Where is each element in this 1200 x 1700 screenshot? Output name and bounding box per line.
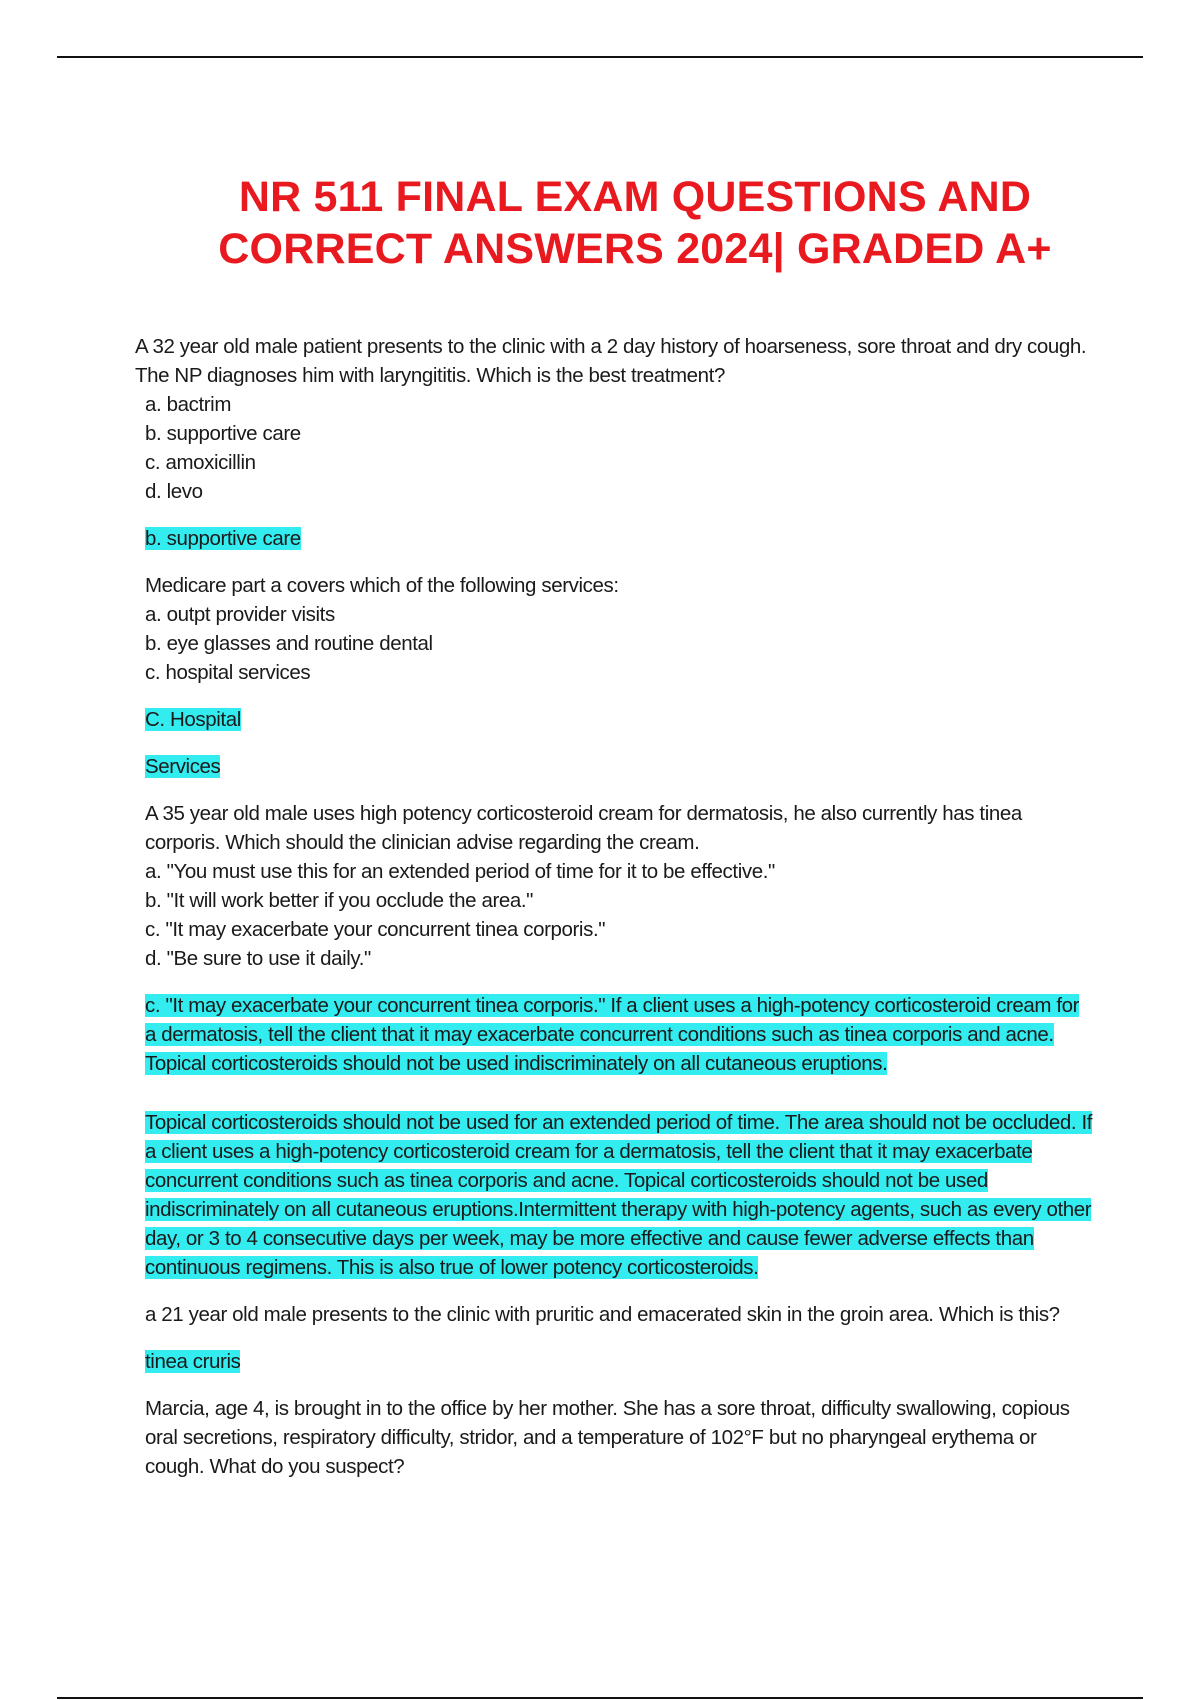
question-1-options — [145, 390, 1095, 506]
answer-4 — [145, 1347, 1095, 1376]
question-3-options — [145, 857, 1095, 973]
answer-highlight: C. Hospital — [145, 708, 241, 731]
document-title — [0, 171, 1200, 275]
option: a. "You must use this for an extended period of time for it to be effective." — [145, 860, 775, 883]
option: d. levo — [145, 480, 203, 503]
option: b. supportive care — [145, 422, 301, 445]
question-2: Medicare part a covers which of the following services: — [145, 574, 619, 597]
option: d. "Be sure to use it daily." — [145, 947, 371, 970]
title-line-1: NR 511 FINAL EXAM QUESTIONS AND — [238, 172, 1032, 221]
answer-1 — [145, 524, 1095, 553]
question-1: A 32 year old male patient presents to the clinic with a 2 day history of hoarseness, sore throat and dry cough. The NP diagnoses him with laryngititis. Which is the best treatment? — [135, 335, 1087, 387]
option: c. "It may exacerbate your concurrent tinea corporis." — [145, 918, 606, 941]
answer-highlight: Topical corticosteroids should not be used for an extended period of time. The area should not be occluded. If a client uses a high-potency corticosteroid cream for a dermatosis, tell the client that it may exacerbate concurrent conditions such as tinea corporis and acne. Topical corticosteroids should not be used indiscriminately on all cutaneous eruptions.Intermittent therapy with high-potency agents, such as every other day, or 3 to 4 consecutive days per week, may be more effective and cause fewer adverse effects than continuous regimens. This is also true of lower potency corticosteroids. — [145, 1111, 1093, 1279]
answer-3-paragraph-1 — [145, 991, 1095, 1078]
option: a. bactrim — [145, 393, 231, 416]
question-4: a 21 year old male presents to the clinic with pruritic and emacerated skin in the groin area. Which is this? — [145, 1303, 1060, 1326]
bottom-rule — [57, 1697, 1143, 1699]
answer-2-line-1 — [145, 705, 1095, 734]
question-3: A 35 year old male uses high potency corticosteroid cream for dermatosis, he also currently has tinea corporis. Which should the clinician advise regarding the cream. — [145, 802, 1022, 854]
answer-highlight: tinea cruris — [145, 1350, 241, 1373]
answer-highlight: c. "It may exacerbate your concurrent tinea corporis." If a client uses a high-potency corticosteroid cream for a dermatosis, tell the client that it may exacerbate concurrent conditions such as tinea corporis and acne. Topical corticosteroids should not be used indiscriminately on all cutaneous eruptions. — [145, 994, 1080, 1075]
option: a. outpt provider visits — [145, 603, 335, 626]
answer-highlight: b. supportive care — [145, 527, 301, 550]
answer-2-line-2 — [145, 752, 1095, 781]
option: c. amoxicillin — [145, 451, 256, 474]
option: b. "It will work better if you occlude the area." — [145, 889, 534, 912]
answer-highlight: Services — [145, 755, 221, 778]
question-5: Marcia, age 4, is brought in to the office by her mother. She has a sore throat, difficulty swallowing, copious oral secretions, respiratory difficulty, stridor, and a temperature of 102°F but no pharyngeal erythema or cough. What do you suspect? — [145, 1397, 1070, 1478]
top-rule — [57, 56, 1143, 58]
answer-3-paragraph-2 — [145, 1108, 1095, 1282]
question-2-options — [145, 600, 1095, 687]
option: b. eye glasses and routine dental — [145, 632, 433, 655]
option: c. hospital services — [145, 661, 311, 684]
title-line-2: CORRECT ANSWERS 2024| GRADED A+ — [218, 224, 1052, 273]
document-body — [135, 332, 1095, 1481]
